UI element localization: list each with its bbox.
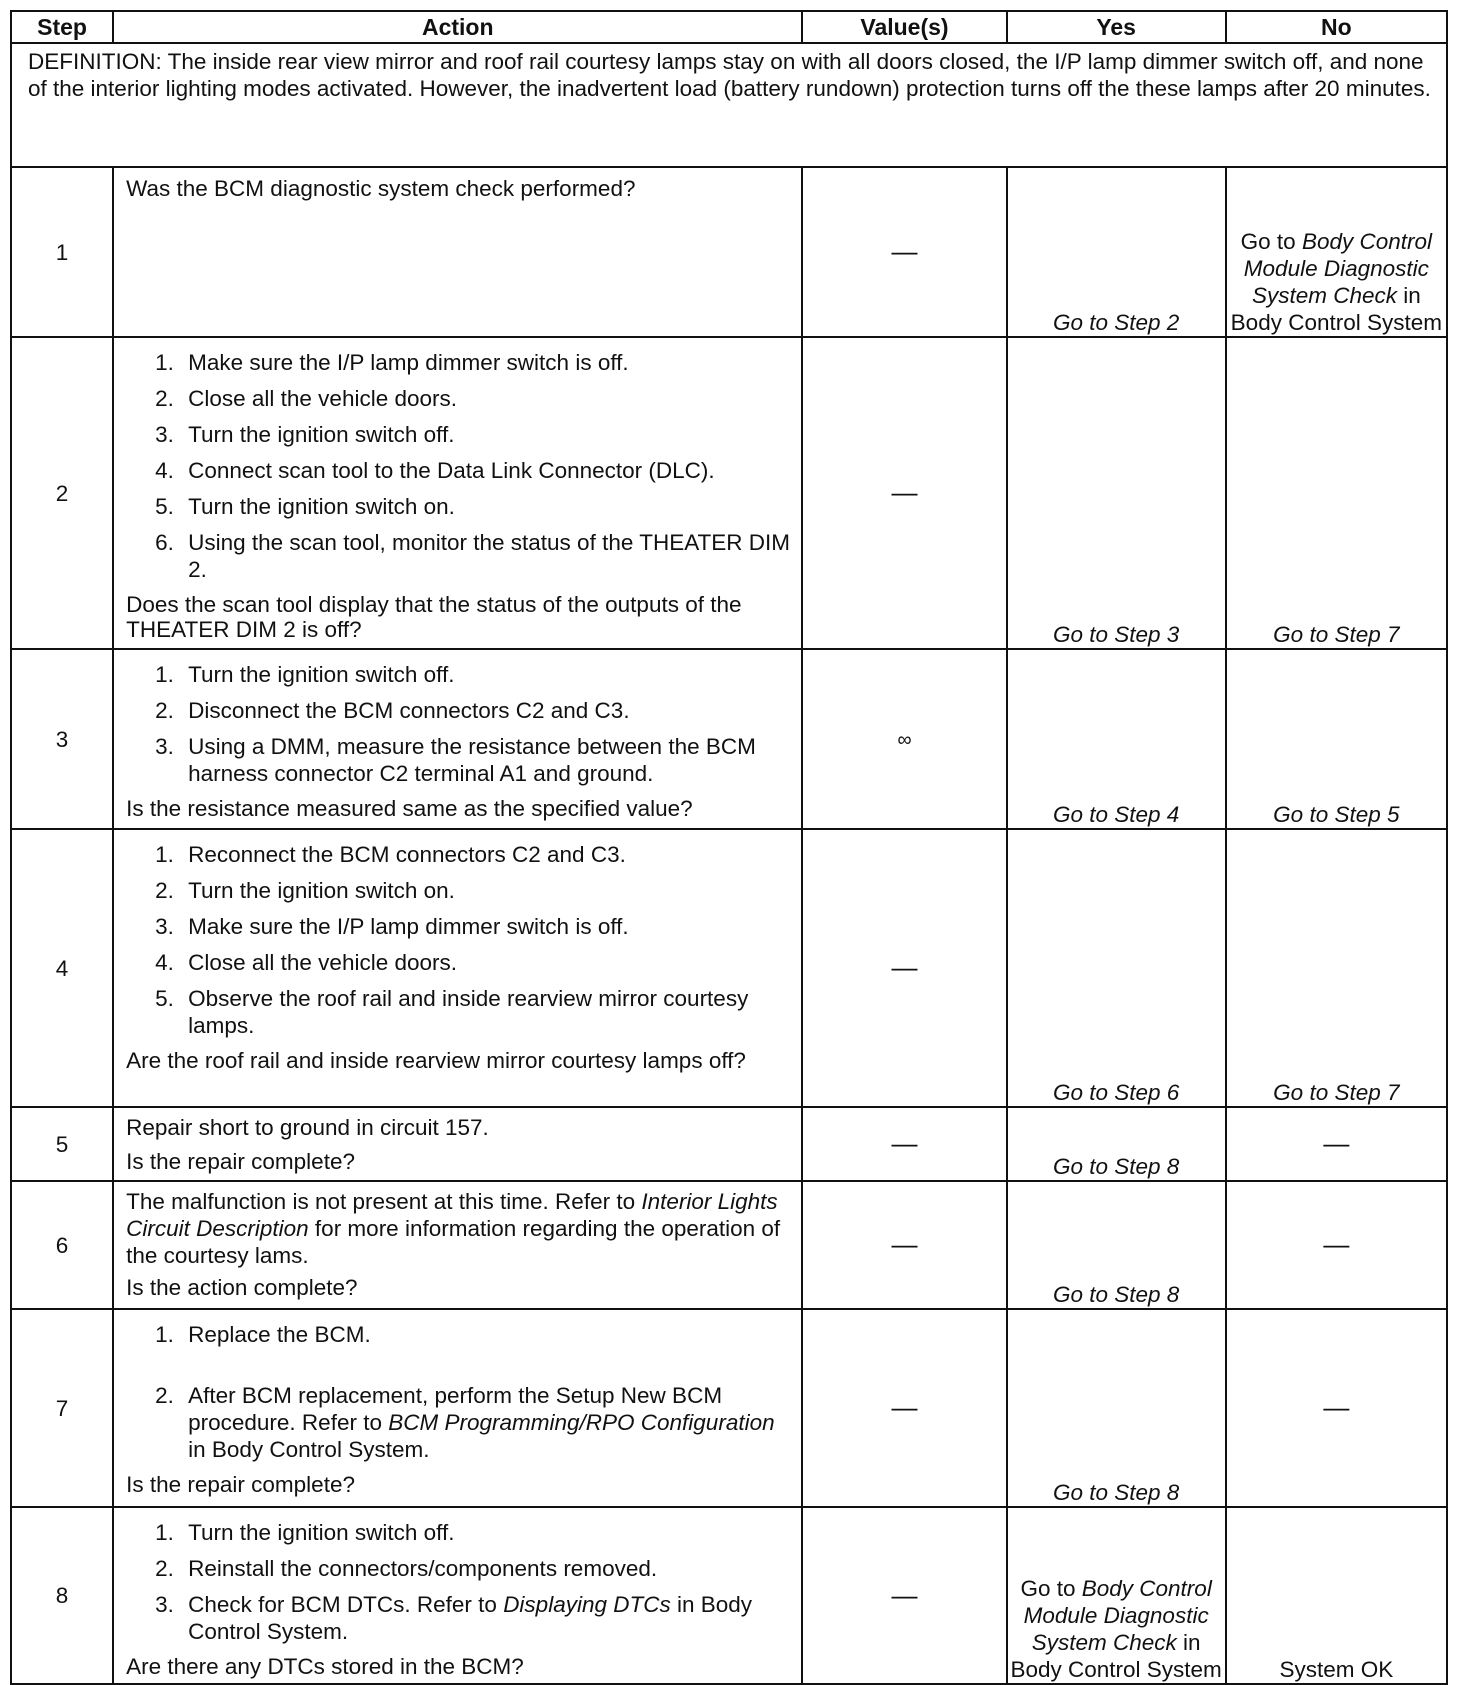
action-list — [126, 349, 791, 583]
list-item: 1. Turn the ignition switch off. — [180, 661, 791, 688]
step-number: 6 — [11, 1181, 113, 1309]
step-number: 3 — [11, 649, 113, 829]
value-cell — [802, 649, 1006, 829]
no-cell — [1226, 1181, 1447, 1309]
no-cell: Go to Step 7 — [1226, 337, 1447, 649]
value-cell — [802, 1107, 1006, 1181]
step-number: 8 — [11, 1507, 113, 1684]
list-item: 1. Reconnect the BCM connectors C2 and C3. — [180, 841, 791, 868]
no-cell — [1226, 1309, 1447, 1507]
header-values: Value(s) — [802, 11, 1006, 43]
no-cell-text — [1227, 228, 1446, 336]
value-cell — [802, 1181, 1006, 1309]
yes-cell — [1007, 1507, 1226, 1684]
no-cell — [1226, 1107, 1447, 1181]
list-item-reference: BCM Programming/RPO Configuration — [388, 1410, 775, 1435]
action-list — [126, 1321, 791, 1463]
table-row — [11, 829, 1447, 1107]
table-row — [11, 337, 1447, 649]
action-cell — [113, 1507, 802, 1684]
action-cell — [113, 167, 802, 337]
yes-suffix: in Body Control System — [1010, 1630, 1222, 1682]
table-row — [11, 1107, 1447, 1181]
header-yes: Yes — [1007, 11, 1226, 43]
table-row — [11, 167, 1447, 337]
action-cell — [113, 829, 802, 1107]
step-number: 4 — [11, 829, 113, 1107]
no-cell — [1226, 1507, 1447, 1684]
list-item — [180, 1591, 791, 1645]
no-italic-reference: Body Control Module Diagnostic System Check — [1243, 229, 1433, 308]
action-question: Is the repair complete? — [126, 1149, 355, 1174]
table-row — [11, 1181, 1447, 1309]
list-item-prefix: After BCM replacement, perform the Setup New BCM procedure. Refer to — [188, 1383, 723, 1435]
value-cell — [802, 167, 1006, 337]
step-number: 5 — [11, 1107, 113, 1181]
value-text: ∞ — [897, 728, 912, 751]
action-question: Is the repair complete? — [126, 1472, 355, 1497]
value-cell — [802, 1507, 1006, 1684]
action-question: Is the resistance measured same as the specified value? — [126, 796, 693, 821]
table-row — [11, 1507, 1447, 1684]
value-text: — — [891, 1128, 918, 1158]
header-no: No — [1226, 11, 1447, 43]
list-item: 3. Turn the ignition switch off. — [180, 421, 791, 448]
value-text: — — [891, 1579, 918, 1610]
value-text: — — [891, 1229, 918, 1259]
value-text: — — [891, 1392, 918, 1422]
list-item: 1. Turn the ignition switch off. — [180, 1519, 791, 1546]
list-item-suffix: in Body Control System. — [188, 1437, 430, 1462]
action-list — [126, 1519, 791, 1645]
value-text: — — [891, 236, 918, 266]
action-text — [126, 1188, 791, 1269]
no-text: — — [1323, 1128, 1350, 1158]
no-cell: Go to Step 5 — [1226, 649, 1447, 829]
no-cell: Go to Step 7 — [1226, 829, 1447, 1107]
diagnostic-table — [10, 10, 1448, 1685]
action-text: Repair short to ground in circuit 157. — [126, 1115, 489, 1140]
list-item: 2. Turn the ignition switch on. — [180, 877, 791, 904]
action-text-prefix: The malfunction is not present at this time. Refer to — [126, 1189, 642, 1214]
value-cell — [802, 1309, 1006, 1507]
table-row — [11, 1309, 1447, 1507]
no-text: System OK — [1279, 1657, 1394, 1682]
yes-prefix: Go to — [1020, 1576, 1082, 1601]
header-action: Action — [113, 11, 802, 43]
value-cell — [802, 337, 1006, 649]
no-text: — — [1323, 1392, 1350, 1422]
step-number: 1 — [11, 167, 113, 337]
yes-cell-text — [1008, 1575, 1225, 1683]
definition-row — [11, 43, 1447, 167]
yes-cell: Go to Step 2 — [1007, 167, 1226, 337]
list-item-reference: Displaying DTCs — [503, 1592, 671, 1617]
no-suffix: in Body Control System — [1230, 283, 1443, 335]
header-row — [11, 11, 1447, 43]
definition-text: DEFINITION: The inside rear view mirror and roof rail courtesy lamps stay on with all doors closed, the I/P lamp dimmer switch off, and none of the interior lighting modes activated. However, the inadvertent load (battery rundown) protection turns off the these lamps after 20 minutes. — [11, 43, 1447, 167]
action-question: Was the BCM diagnostic system check performed? — [126, 176, 636, 201]
yes-cell: Go to Step 8 — [1007, 1309, 1226, 1507]
list-item: 2. Disconnect the BCM connectors C2 and C3. — [180, 697, 791, 724]
yes-cell: Go to Step 8 — [1007, 1181, 1226, 1309]
list-item: 3. Using a DMM, measure the resistance between the BCM harness connector C2 terminal A1 and ground. — [180, 733, 791, 787]
action-cell — [113, 1107, 802, 1181]
list-item: 1. Replace the BCM. — [180, 1321, 791, 1348]
action-question: Is the action complete? — [126, 1275, 358, 1300]
action-cell — [113, 649, 802, 829]
yes-cell: Go to Step 6 — [1007, 829, 1226, 1107]
action-list — [126, 661, 791, 787]
no-prefix: Go to — [1240, 229, 1302, 254]
list-item-suffix: in Body Control System. — [188, 1592, 753, 1644]
yes-cell: Go to Step 4 — [1007, 649, 1226, 829]
list-item: 5. Turn the ignition switch on. — [180, 493, 791, 520]
action-cell — [113, 337, 802, 649]
step-number: 7 — [11, 1309, 113, 1507]
action-question: Are there any DTCs stored in the BCM? — [126, 1654, 524, 1679]
yes-cell: Go to Step 3 — [1007, 337, 1226, 649]
list-item: 1. Make sure the I/P lamp dimmer switch is off. — [180, 349, 791, 376]
action-cell — [113, 1309, 802, 1507]
table-row — [11, 649, 1447, 829]
value-cell — [802, 829, 1006, 1107]
step-number: 2 — [11, 337, 113, 649]
action-question: Does the scan tool display that the status of the outputs of the THEATER DIM 2 is off? — [126, 592, 742, 642]
list-item: 2. Reinstall the connectors/components removed. — [180, 1555, 791, 1582]
list-item — [180, 1382, 791, 1463]
value-text: — — [891, 952, 918, 982]
list-item: 4. Close all the vehicle doors. — [180, 949, 791, 976]
yes-italic-reference: Body Control Module Diagnostic System Check — [1023, 1576, 1212, 1655]
value-text: — — [891, 477, 918, 507]
diagnostic-table-wrapper — [10, 10, 1448, 1685]
action-text-reference: Interior Lights Circuit Description — [126, 1189, 778, 1241]
action-question: Are the roof rail and inside rearview mirror courtesy lamps off? — [126, 1048, 746, 1073]
no-text: — — [1323, 1229, 1350, 1259]
list-item: 3. Make sure the I/P lamp dimmer switch is off. — [180, 913, 791, 940]
yes-cell: Go to Step 8 — [1007, 1107, 1226, 1181]
list-item: 5. Observe the roof rail and inside rearview mirror courtesy lamps. — [180, 985, 791, 1039]
no-cell — [1226, 167, 1447, 337]
action-text-suffix: for more information regarding the operation of the courtesy lams. — [126, 1216, 781, 1268]
header-step: Step — [11, 11, 113, 43]
list-item-prefix: Check for BCM DTCs. Refer to — [188, 1592, 504, 1617]
action-list — [126, 841, 791, 1039]
action-cell — [113, 1181, 802, 1309]
list-item: 6. Using the scan tool, monitor the status of the THEATER DIM 2. — [180, 529, 791, 583]
list-item: 4. Connect scan tool to the Data Link Connector (DLC). — [180, 457, 791, 484]
list-item: 2. Close all the vehicle doors. — [180, 385, 791, 412]
